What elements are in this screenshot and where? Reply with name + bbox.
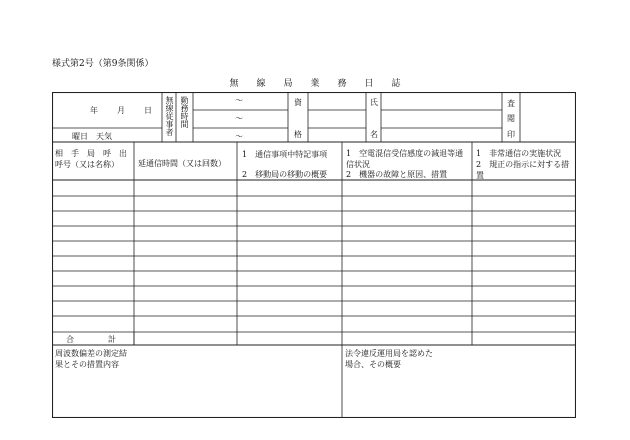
column-header-callsign: 相 手 局 呼 出 呼号（又は名称） [55,149,135,169]
weather-label: 天気 [96,132,112,141]
date-month-label: 月 [117,106,125,115]
violation-report-label: 法令違反運用局を認めた場合、その概要 [345,349,433,369]
date-field [90,105,152,116]
qualification-label-top: 資 [294,98,302,107]
date-year-label: 年 [90,106,98,115]
total-label-left: 合 [66,335,74,344]
column-header-duration: 延通信時間（又は回数） [138,159,226,168]
radio-operator-label: 無線従事者 [165,96,174,136]
document-title: 無 線 局 業 務 日 誌 [229,79,401,89]
column-header-status-2: 2 機器の故障と原因、措置 [346,170,448,179]
total-label-right: 計 [108,335,116,344]
work-hours-label: 勤務時間 [180,96,189,128]
qualification-label-bottom: 格 [294,130,302,139]
column-header-status-1: 1 空電混信受信感度の減退等通信状況 [346,149,464,169]
date-day-label: 日 [144,106,152,115]
work-hours-tilde-2: 〜 [235,114,243,123]
form-number-label: 様式第2号（第9条関係） [52,59,154,69]
inspection-seal-label: 印 [507,130,515,139]
inspection-label-2: 閲 [507,114,515,123]
work-log-form [52,92,576,418]
column-header-notes-2: 2 移動局の移動の概要 [242,170,328,179]
column-header-notes-1: 1 通信事項中特記事項 [242,150,328,159]
day-of-week-label: 曜日 [72,132,88,141]
work-hours-tilde-1: 〜 [235,96,243,105]
column-header-emergency-2: 2 規正の指示に対する措置 [476,160,570,180]
column-header-emergency-1: 1 非常通信の実施状況 [476,149,562,158]
name-label-top: 氏 [370,98,378,107]
inspection-label-1: 査 [507,99,515,108]
frequency-deviation-label: 周波数偏差の測定結果とその措置内容 [55,349,127,369]
name-label-bottom: 名 [370,130,378,139]
work-hours-tilde-3: 〜 [235,132,243,141]
